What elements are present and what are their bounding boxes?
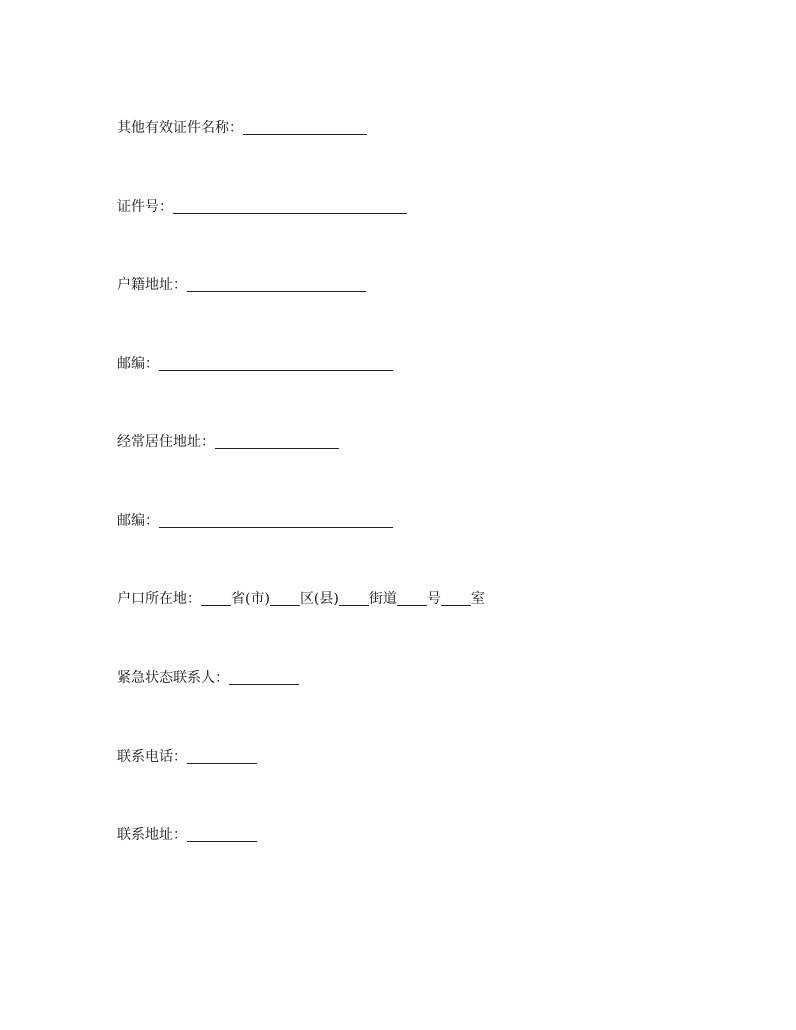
contact-phone-field [117,747,257,767]
household-address-field [117,275,366,295]
street-label: 街道 [368,591,397,607]
id-number-label: 证件号： [117,199,173,215]
contact-phone-blank[interactable] [187,749,257,764]
district-blank[interactable] [270,591,300,606]
hukou-location-label: 户口所在地： [117,591,201,607]
contact-address-blank[interactable] [187,827,257,842]
contact-address-field [117,825,257,845]
other-id-name-blank[interactable] [243,120,367,135]
id-number-field [117,197,407,217]
street-blank[interactable] [339,591,369,606]
residence-address-blank[interactable] [215,434,339,449]
postcode-blank-1[interactable] [159,356,393,371]
room-blank[interactable] [441,591,471,606]
residence-address-field [117,432,339,452]
postcode-field-2 [117,511,393,531]
province-blank[interactable] [201,591,231,606]
contact-phone-label: 联系电话： [117,749,187,765]
number-label: 号 [426,591,441,607]
postcode-label-2: 邮编： [117,513,159,529]
emergency-contact-field [117,668,299,688]
emergency-contact-label: 紧急状态联系人： [117,670,229,686]
household-address-label: 户籍地址： [117,277,187,293]
household-address-blank[interactable] [187,277,366,292]
district-label: 区(县) [299,591,339,607]
emergency-contact-blank[interactable] [229,670,299,685]
number-blank[interactable] [397,591,427,606]
hukou-location-field [117,589,485,609]
other-id-name-field [117,118,367,138]
province-label: 省(市) [231,591,270,607]
room-label: 室 [470,591,485,607]
postcode-blank-2[interactable] [159,513,393,528]
postcode-label-1: 邮编： [117,356,159,372]
other-id-name-label: 其他有效证件名称： [117,120,243,136]
id-number-blank[interactable] [173,199,407,214]
contact-address-label: 联系地址： [117,827,187,843]
postcode-field-1 [117,354,393,374]
residence-address-label: 经常居住地址： [117,434,215,450]
